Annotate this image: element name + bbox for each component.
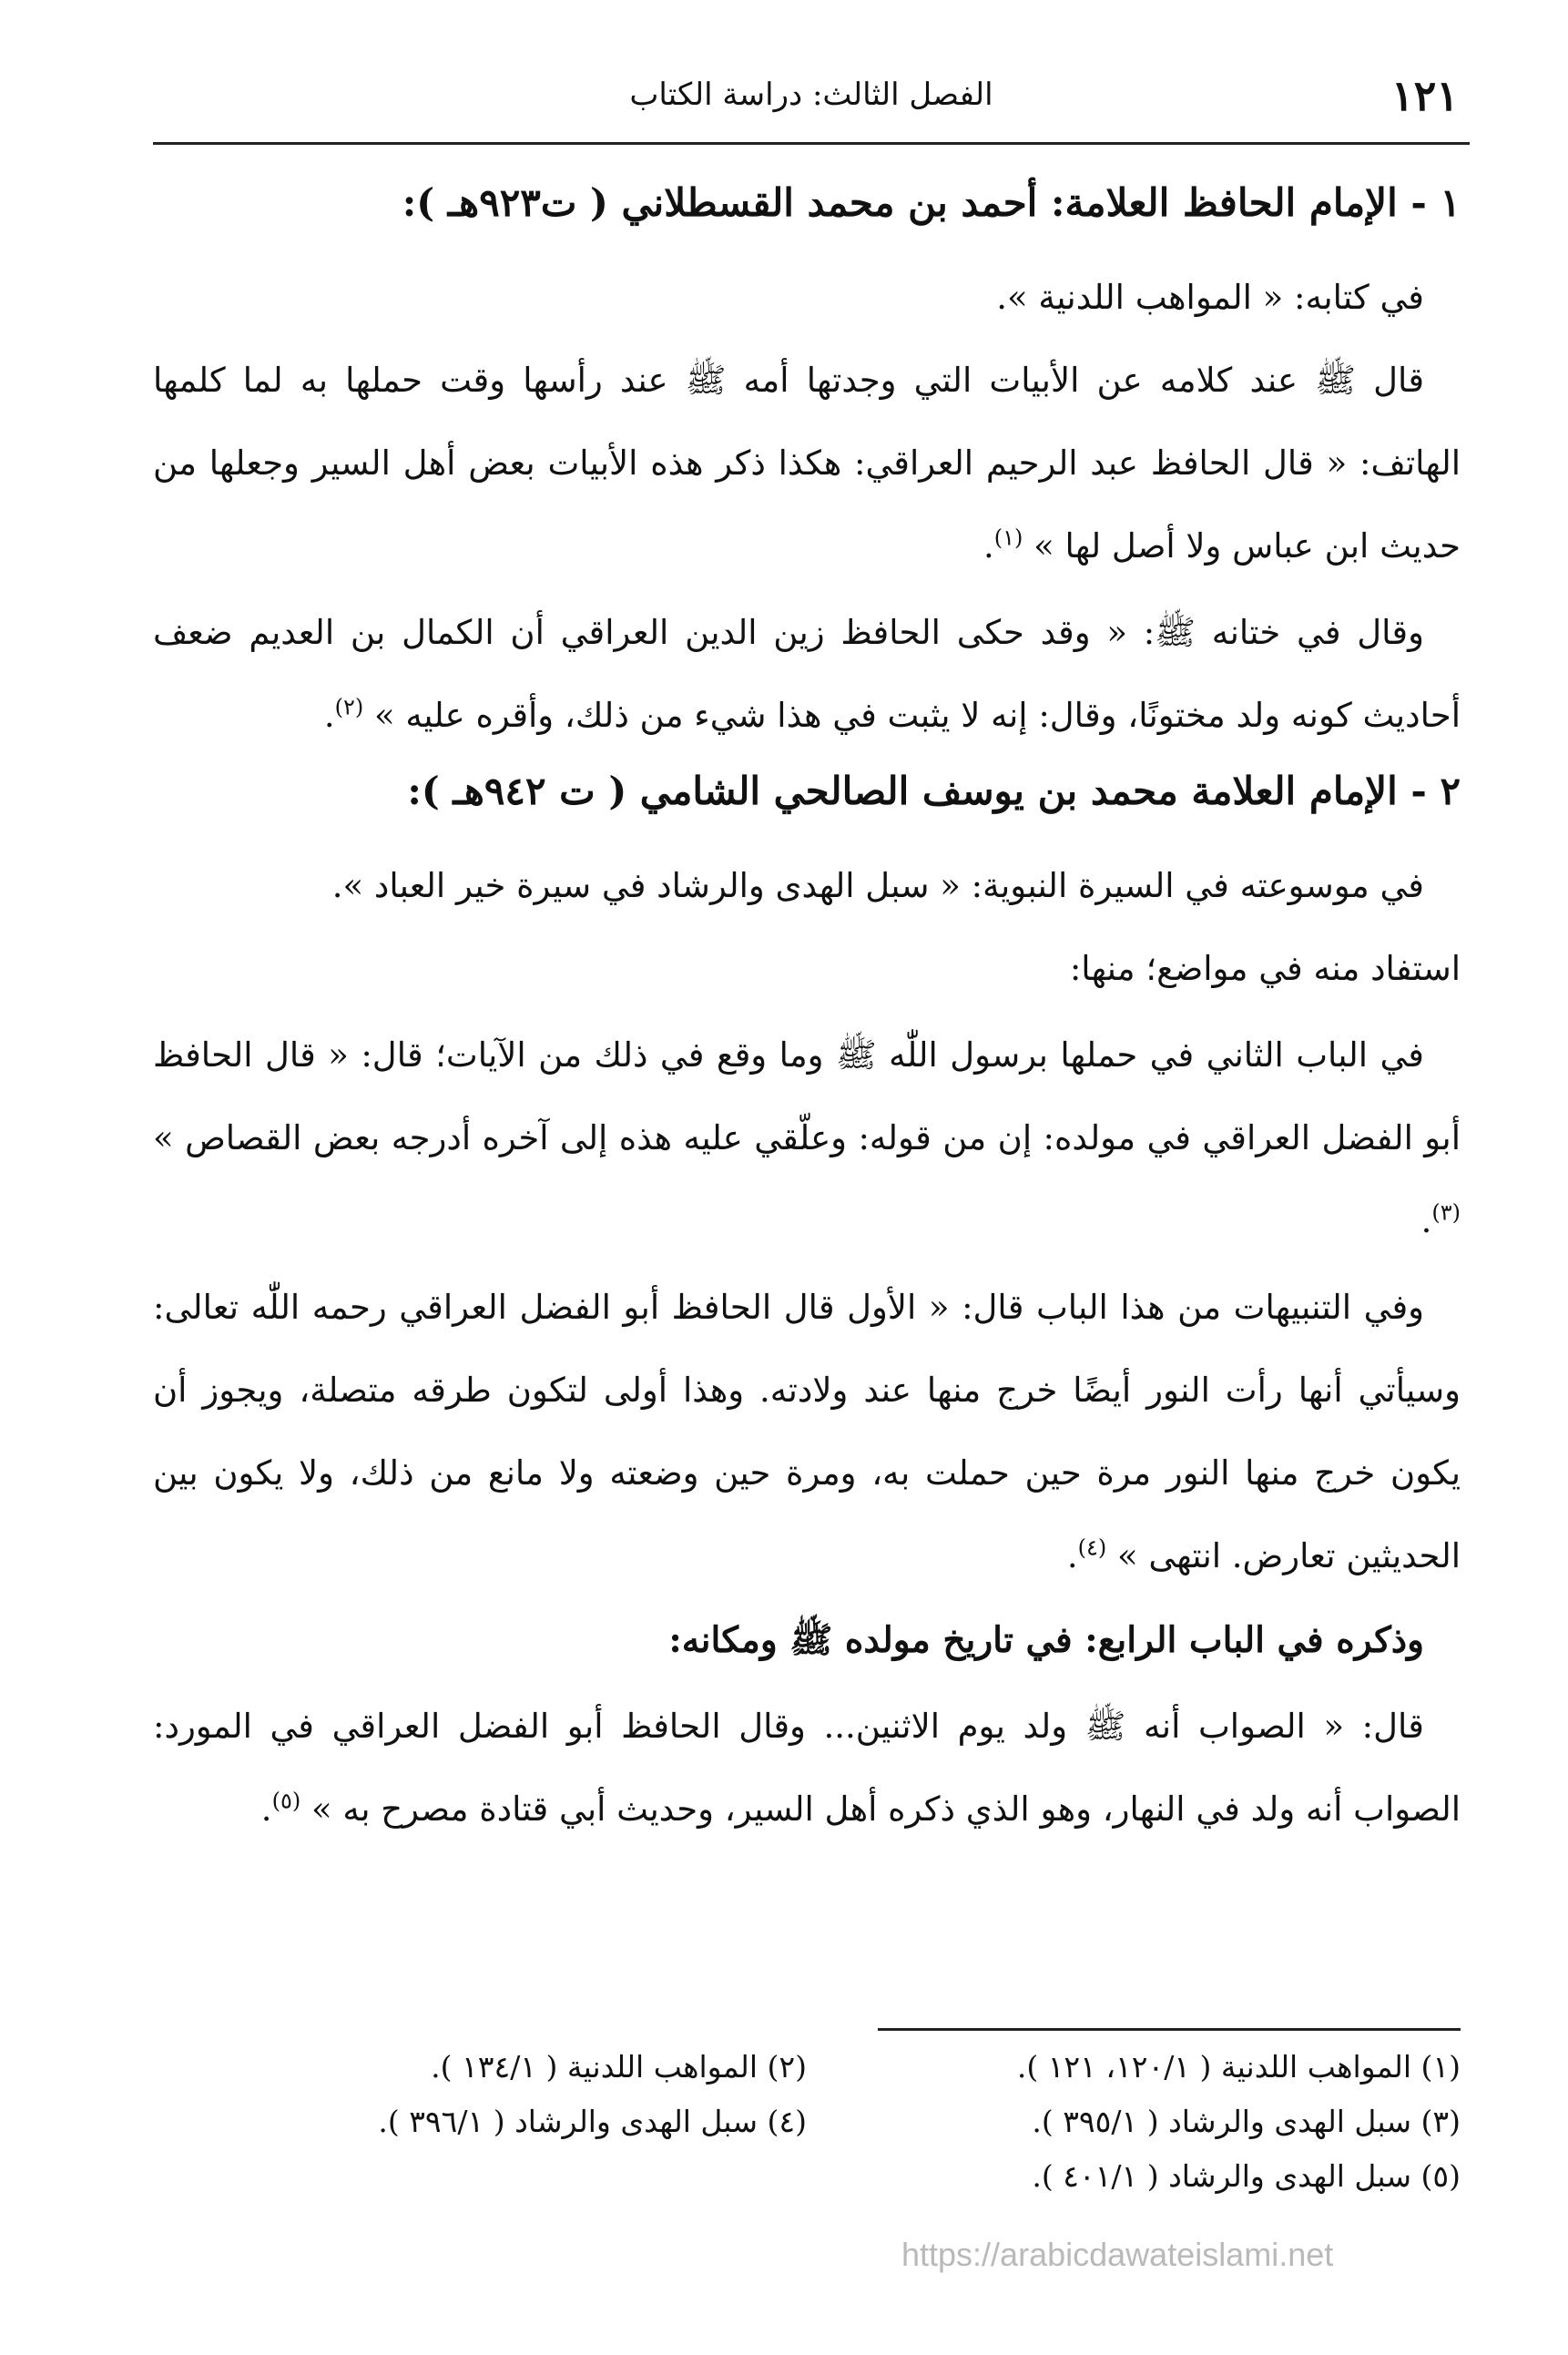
footnote: (٢) المواهب اللدنية ( ١٣٤/١ ). <box>431 2049 807 2085</box>
paragraph: قال ﷺ عند كلامه عن الأبيات التي وجدتها أمه ﷺ عند رأسها وقت حملها به لما كلمها الهاتف: « قال الحافظ عبد الرحيم العراقي: هكذا ذكر هذه الأبيات بعض أهل السير وجعلها من حديث ابن عباس ولا أصل لها » $^{(١)}$. <box>153 361 1461 566</box>
chapter-title: الفصل الثالث: دراسة الكتاب <box>629 76 993 113</box>
footnote-ref: (١) <box>993 525 1023 551</box>
paragraph: وقال في ختانه ﷺ: « وقد حكى الحافظ زين الدين العراقي أن الكمال بن العديم ضعف أحاديث كونه ولد مختونًا، وقال: إنه لا يثبت في هذا شيء من ذلك، وأقره عليه » $^{(٢)}$. <box>153 613 1461 735</box>
footnote: (٥) سبل الهدى والرشاد ( ٤٠١/١ ). <box>1032 2158 1461 2194</box>
footnote: (١) المواهب اللدنية ( ١٢٠/١، ١٢١ ). <box>1016 2049 1461 2085</box>
footnote: (٤) سبل الهدى والرشاد ( ٣٩٦/١ ). <box>378 2104 807 2139</box>
section-heading-2: ٢ - الإمام العلامة محمد بن يوسف الصالحي الشامي ( ت ٩٤٢هـ ): <box>407 769 1461 813</box>
watermark-url: https://arabicdawateislami.net <box>901 2236 1334 2273</box>
running-header <box>153 71 1470 145</box>
footnote-ref: (٢) <box>334 694 364 720</box>
footnotes <box>153 2040 1461 2204</box>
main-text <box>153 168 1461 1854</box>
paragraph: قال: « الصواب أنه ﷺ ولد يوم الاثنين... وقال الحافظ أبو الفضل العراقي في المورد: الصواب أنه ولد في النهار، وهو الذي ذكره أهل السير، وحديث أبي قتادة مصرح به » $^{(٥)}$. <box>153 1707 1461 1829</box>
footnote-ref: (٥) <box>271 1788 301 1814</box>
paragraph: في الباب الثاني في حملها برسول اللّٰه ﷺ وما وقع في ذلك من الآيات؛ قال: « قال الحافظ أبو الفضل العراقي في مولده: إن من قوله: وعلّقي عليه هذه إلى آخره أدرجه بعض القصاص » $^{(٣)}$. <box>153 1035 1461 1240</box>
page-number: ١٢١ <box>1390 71 1459 120</box>
section-heading-1: ١ - الإمام الحافظ العلامة: أحمد بن محمد القسطلاني ( ت٩٢٣هـ ): <box>402 180 1461 225</box>
subheading: وذكره في الباب الرابع: في تاريخ مولده ﷺ ومكانه: <box>668 1619 1424 1661</box>
footnote: (٣) سبل الهدى والرشاد ( ٣٩٥/١ ). <box>1032 2104 1461 2139</box>
paragraph: استفاد منه في مواضع؛ منها: <box>1069 949 1461 988</box>
paragraph: في كتابه: « المواهب اللدنية ». <box>996 278 1424 317</box>
footnote-separator <box>878 2028 1461 2031</box>
paragraph: وفي التنبيهات من هذا الباب قال: « الأول قال الحافظ أبو الفضل العراقي رحمه اللّٰه تعالى: وسيأتي أنها رأت النور أيضًا خرج منها عند ولادته. وهذا أولى لتكون طرقه متصلة، ويجوز أن يكون خرج منها النور مرة حين حملت به، ومرة حين وضعته ولا مانع من ذلك، ولا يكون بين الحديثين تعارض. انتهى » $^{(٤)}$. <box>153 1288 1461 1575</box>
paragraph: في موسوعته في السيرة النبوية: « سبل الهدى والرشاد في سيرة خير العباد ». <box>331 866 1424 905</box>
footnote-ref: (٣) <box>1431 1199 1461 1226</box>
footnote-ref: (٤) <box>1077 1534 1107 1561</box>
